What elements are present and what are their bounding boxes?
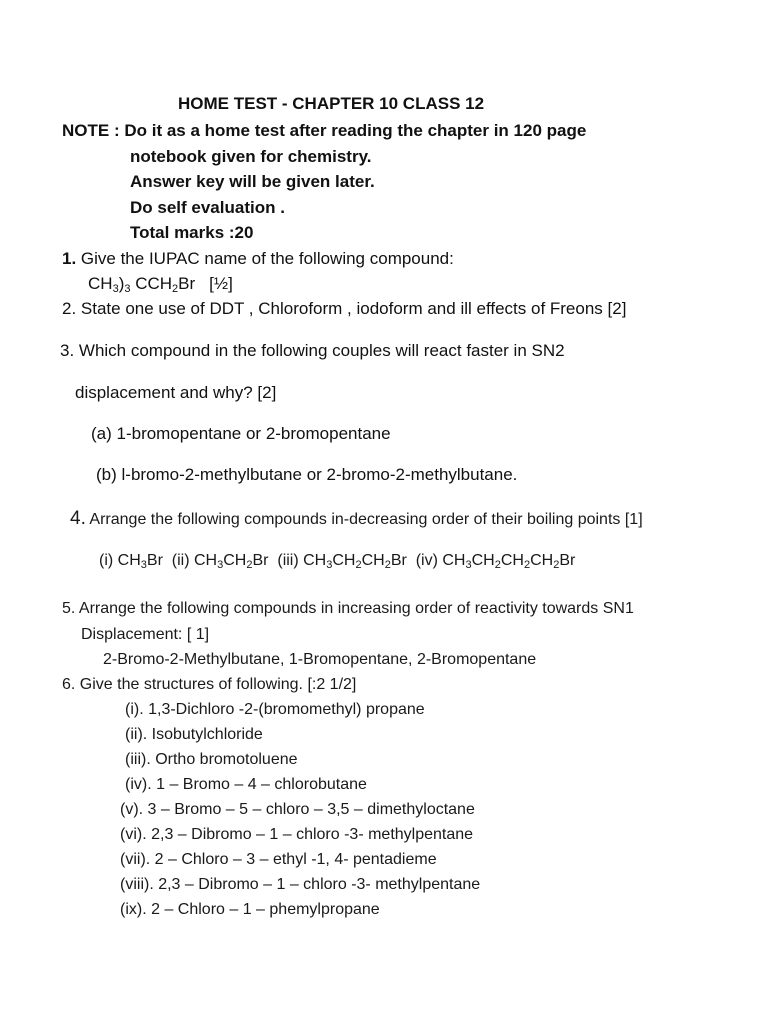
question-6-item-8: (viii). 2,3 – Dibromo – 1 – chloro -3- methylpentane bbox=[120, 876, 481, 893]
note-line-2: notebook given for chemistry. bbox=[130, 147, 372, 166]
note-line-4: Do self evaluation . bbox=[130, 198, 285, 217]
question-4-number: 4. bbox=[70, 508, 86, 529]
question-5-line-2: Displacement: [ 1] bbox=[81, 626, 210, 643]
question-1-number: 1. bbox=[62, 249, 77, 268]
question-1-formula: $CH_3)_3$ $CCH_2Br$ [½] bbox=[88, 274, 233, 295]
question-1 bbox=[62, 250, 454, 267]
question-3-option-a: (a) 1-bromopentane or 2-bromopentane bbox=[91, 424, 391, 443]
question-1-text: Give the IUPAC name of the following compound: bbox=[76, 249, 454, 268]
question-4 bbox=[70, 509, 643, 528]
question-5-line-3: 2-Bromo-2-Methylbutane, 1-Bromopentane, 2-Bromopentane bbox=[103, 651, 537, 668]
question-3-line-1: 3. Which compound in the following couples will react faster in SN2 bbox=[60, 341, 565, 360]
question-6-item-7: (vii). 2 – Chloro – 3 – ethyl -1, 4- pentadieme bbox=[120, 851, 437, 868]
note-line-5: Total marks :20 bbox=[130, 223, 254, 242]
question-4-text: Arrange the following compounds in-decreasing order of their boiling points [1] bbox=[85, 511, 643, 528]
question-6-item-3: (iii). Ortho bromotoluene bbox=[125, 751, 298, 768]
question-6-item-4: (iv). 1 – Bromo – 4 – chlorobutane bbox=[125, 776, 367, 793]
question-5-line-1: 5. Arrange the following compounds in increasing order of reactivity towards SN1 bbox=[62, 600, 634, 617]
question-6-item-6: (vi). 2,3 – Dibromo – 1 – chloro -3- methylpentane bbox=[120, 826, 474, 843]
question-6-item-9: (ix). 2 – Chloro – 1 – phemylpropane bbox=[120, 901, 380, 918]
note-line-3: Answer key will be given later. bbox=[130, 172, 375, 191]
question-6-item-1: (i). 1,3-Dichloro -2-(bromomethyl) propane bbox=[125, 701, 425, 718]
question-2: 2. State one use of DDT , Chloroform , iodoform and ill effects of Freons [2] bbox=[62, 299, 627, 318]
note-line-1: NOTE : Do it as a home test after reading the chapter in 120 page bbox=[62, 121, 587, 140]
question-6-item-5: (v). 3 – Bromo – 5 – chloro – 3,5 – dimethyloctane bbox=[120, 801, 475, 818]
question-3-option-b: (b) l-bromo-2-methylbutane or 2-bromo-2-methylbutane. bbox=[96, 465, 518, 484]
question-4-compounds: (i) $CH_3Br$ (ii) $CH_3CH_2Br$ (iii) $CH_3CH_2CH_2Br$ (iv) $CH_3CH_2CH_2CH_2Br$ bbox=[99, 552, 576, 571]
question-1-marks: [½] bbox=[209, 274, 233, 293]
question-6-item-2: (ii). Isobutylchloride bbox=[125, 726, 263, 743]
question-3-line-2: displacement and why? [2] bbox=[75, 383, 277, 402]
test-title: HOME TEST - CHAPTER 10 CLASS 12 bbox=[178, 94, 485, 113]
question-6-heading: 6. Give the structures of following. [:2 1/2] bbox=[62, 676, 357, 693]
